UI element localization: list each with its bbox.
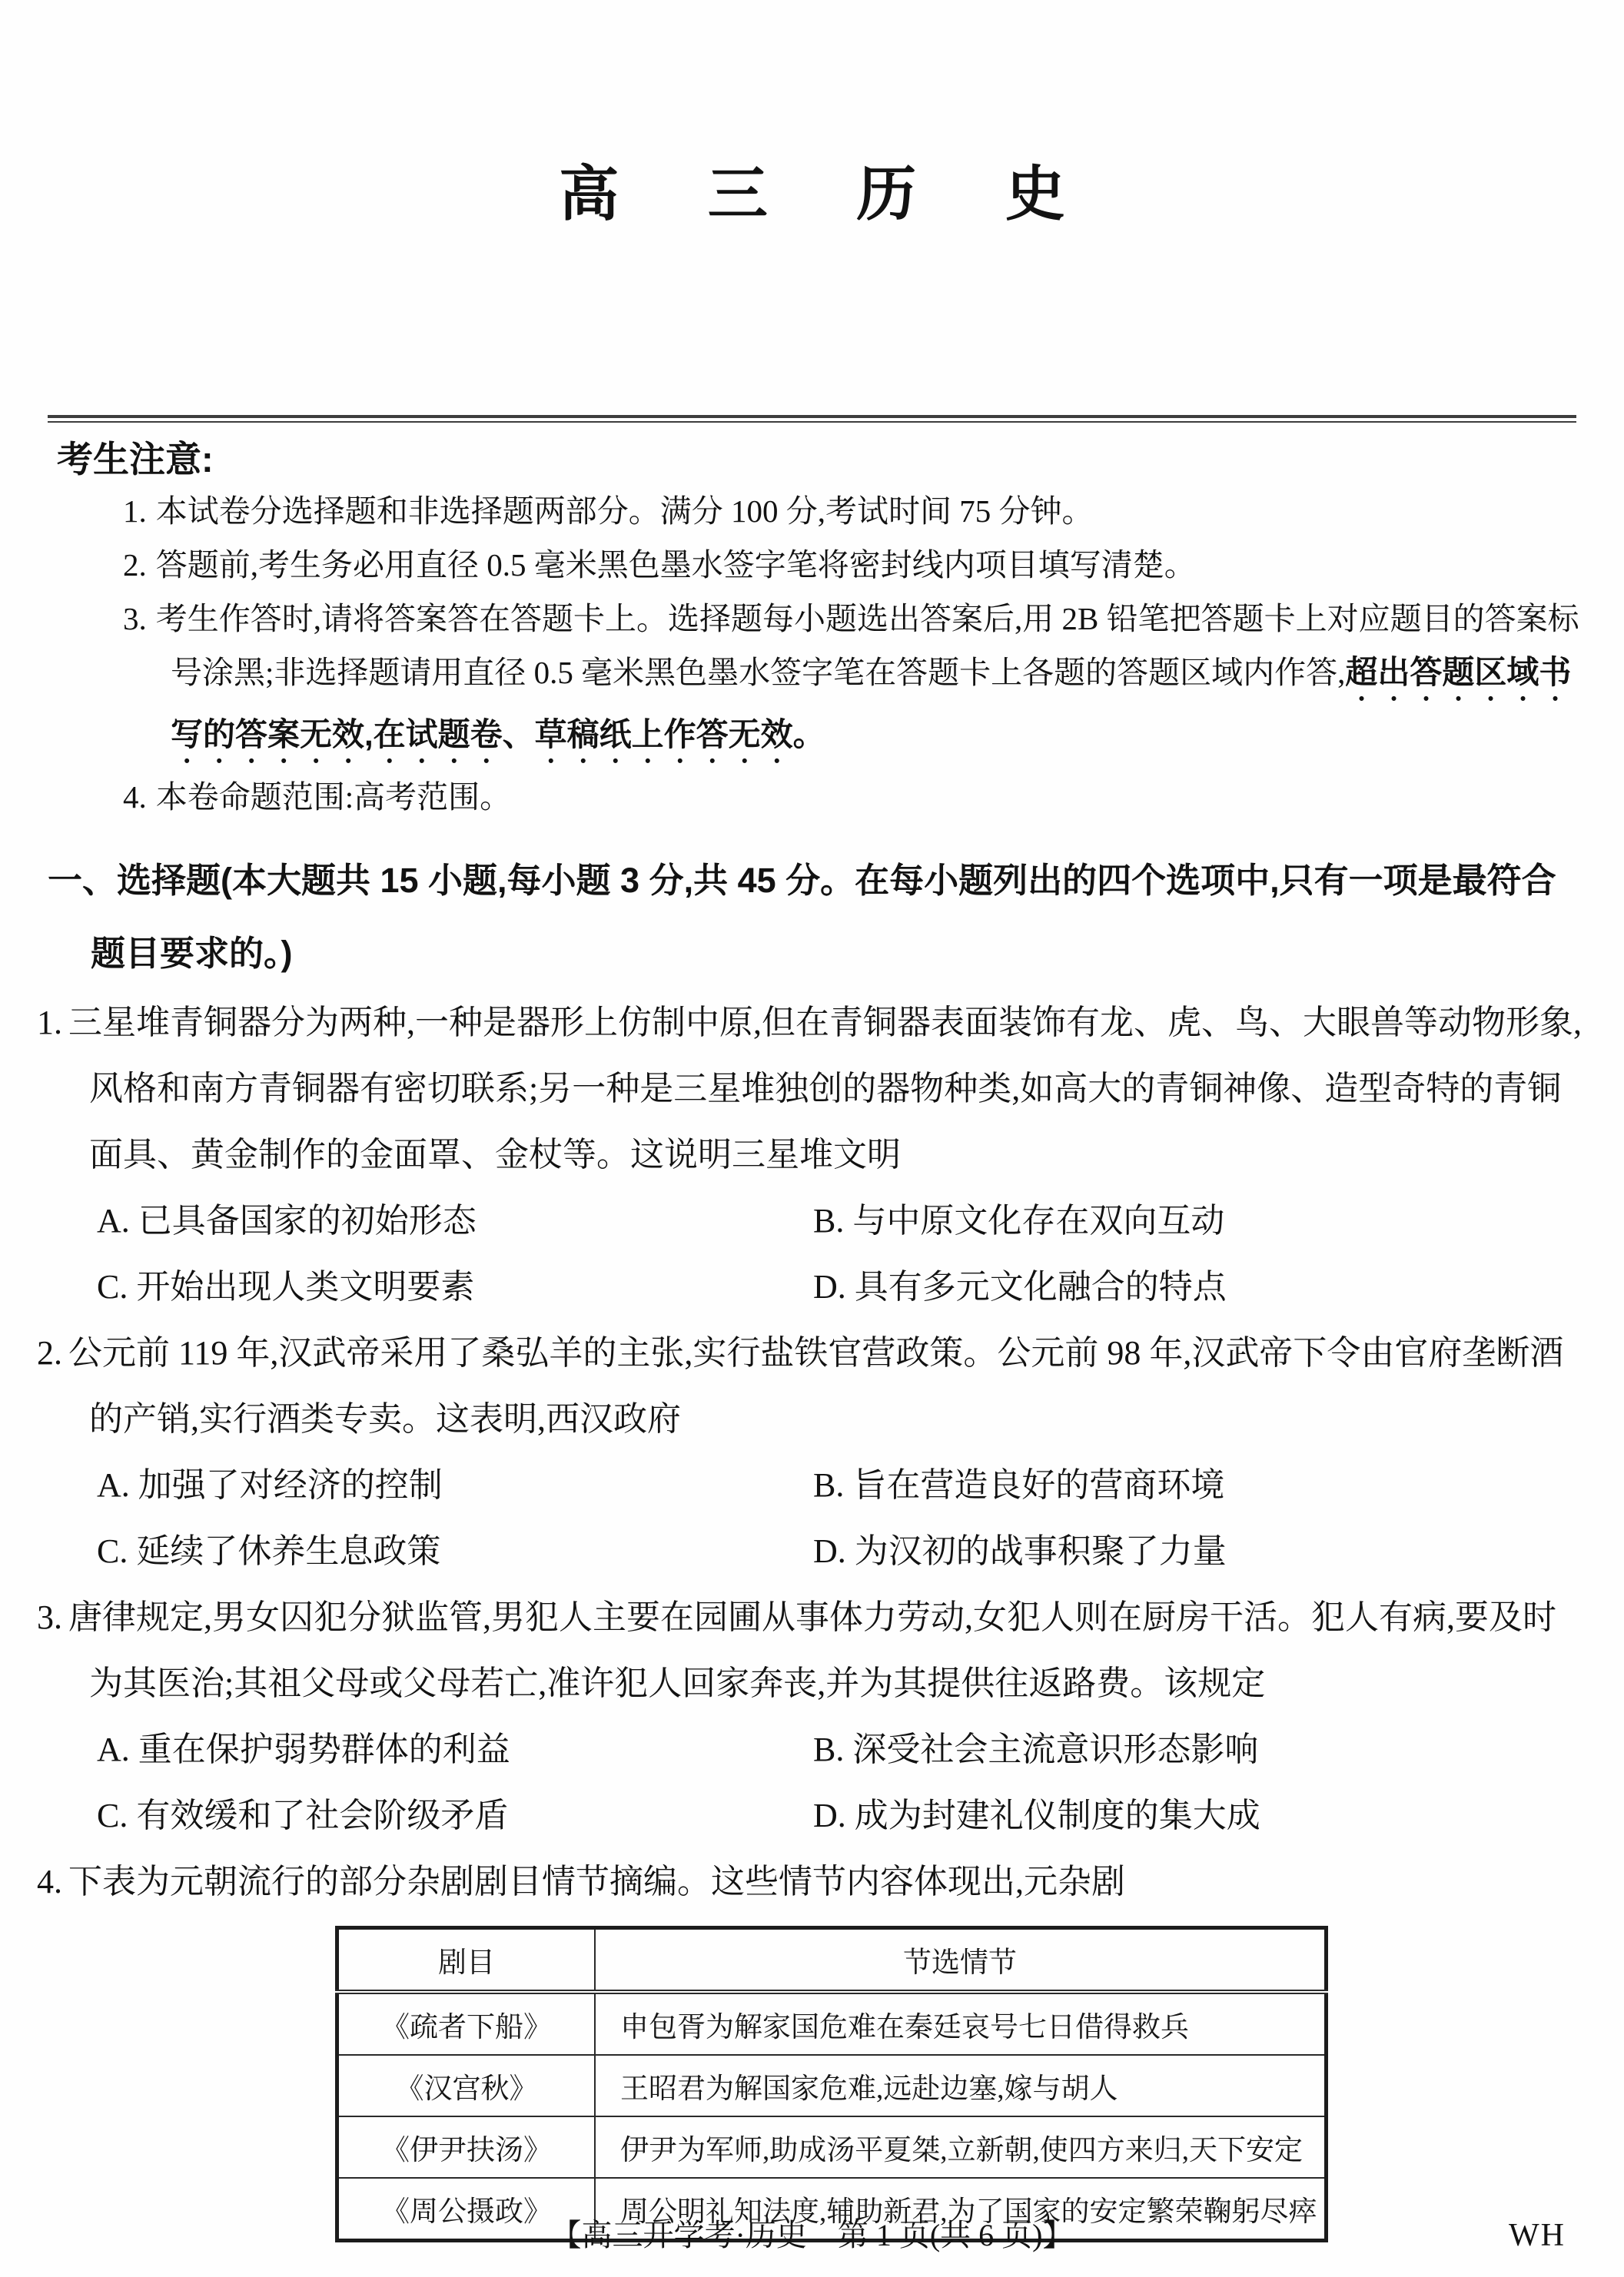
option-row: [37, 1519, 1587, 1585]
option-c: C. 开始出现人类文明要素: [97, 1268, 475, 1306]
page-footer: [0, 2217, 1624, 2254]
notice-section: [37, 435, 1587, 824]
notice-item-number: 2.: [123, 547, 147, 583]
notice-item-text: 答题前,考生务必用直径 0.5 毫米黑色墨水签字笔将密封线内项目填写清楚。: [155, 547, 1196, 583]
column-header-title: 剧目: [337, 1928, 596, 1993]
drama-plot-cell: 王昭君为解国家危难,远赴边塞,嫁与胡人: [595, 2055, 1327, 2116]
notice-item-text: 本试卷分选择题和非选择题两部分。满分 100 分,考试时间 75 分钟。: [155, 493, 1094, 529]
notice-item-text: 考生作答时,请将答案答在答题卡上。选择题每小题选出答案后,用 2B 铅笔把答题卡上对应题目的答案标号涂黑;非选择题请用直径 0.5 毫米黑色墨水签字笔在答题卡上各题的答题区域内作答,: [155, 601, 1579, 690]
table-row: [337, 2055, 1327, 2116]
question-number: 4.: [37, 1863, 62, 1900]
notice-item-text: 本卷命题范围:高考范围。: [155, 779, 512, 815]
footer-version-code: WH: [1509, 2218, 1566, 2253]
option-row: [37, 1717, 1587, 1783]
option-b: B. 旨在营造良好的营商环境: [813, 1466, 1225, 1504]
question-4: [37, 1849, 1587, 2242]
option-b: B. 深受社会主流意识形态影响: [813, 1731, 1259, 1768]
notice-item-emphasized-text: 超出答题区域书写的答案无效,在试题卷、草稿纸上作答无效。: [171, 654, 1572, 752]
notice-item-number: 1.: [123, 493, 147, 529]
section-heading: 一、选择题(本大题共 15 小题,每小题 3 分,共 45 分。在每小题列出的四个选项中,只有一项是最符合题目要求的。): [48, 861, 1556, 973]
question-number: 3.: [37, 1598, 62, 1636]
notice-item-number: 4.: [123, 779, 147, 815]
table-row: [337, 1992, 1327, 2055]
option-c: C. 有效缓和了社会阶级矛盾: [97, 1797, 509, 1834]
drama-title-cell: 《疏者下船》: [337, 1992, 596, 2055]
table-header-row: [337, 1928, 1327, 1993]
drama-plot-cell: 伊尹为军师,助成汤平夏桀,立新朝,使四方来归,天下安定: [595, 2116, 1327, 2178]
header-rule: [48, 415, 1576, 423]
option-row: [37, 1452, 1587, 1519]
question-number: 1.: [37, 1004, 62, 1041]
question-1: [37, 990, 1587, 1320]
question-2: [37, 1320, 1587, 1585]
page-title: 高 三 历 史: [559, 161, 1102, 227]
question-text: 公元前 119 年,汉武帝采用了桑弘羊的主张,实行盐铁官营政策。公元前 98 年,汉武帝下令由官府垄断酒的产销,实行酒类专卖。这表明,西汉政府: [68, 1334, 1564, 1438]
option-a: A. 加强了对经济的控制: [97, 1466, 443, 1504]
question-list: [37, 990, 1587, 2242]
drama-title-cell: 《伊尹扶汤》: [337, 2116, 596, 2178]
question-stem: [37, 1320, 1587, 1452]
question-3: [37, 1585, 1587, 1849]
option-row: [37, 1783, 1587, 1849]
drama-plot-table: [335, 1926, 1328, 2242]
question-stem: [37, 1849, 1587, 1915]
notice-item-3: [37, 592, 1587, 770]
footer-page-label: 【高三开学考·历史 第 1 页(共 6 页)】: [550, 2218, 1074, 2252]
option-d: D. 具有多元文化融合的特点: [813, 1268, 1227, 1306]
question-stem: [37, 990, 1587, 1188]
drama-plot-cell: 申包胥为解家国危难在秦廷哀号七日借得救兵: [595, 1992, 1327, 2055]
drama-title-cell: 《汉宫秋》: [337, 2055, 596, 2116]
option-d: D. 为汉初的战事积聚了力量: [813, 1532, 1227, 1570]
option-d: D. 成为封建礼仪制度的集大成: [813, 1797, 1260, 1834]
option-c: C. 延续了休养生息政策: [97, 1532, 441, 1570]
option-row: [37, 1254, 1587, 1320]
option-row: [37, 1188, 1587, 1254]
question-text: 唐律规定,男女囚犯分狱监管,男犯人主要在园圃从事体力劳动,女犯人则在厨房干活。犯人有病,要及时为其医治;其祖父母或父母若亡,准许犯人回家奔丧,并为其提供往返路费。该规定: [68, 1598, 1556, 1702]
question-stem: [37, 1585, 1587, 1717]
column-header-plot: 节选情节: [595, 1928, 1327, 1993]
question-text: 下表为元朝流行的部分杂剧剧目情节摘编。这些情节内容体现出,元杂剧: [68, 1863, 1125, 1900]
notice-item-4: [37, 770, 1587, 824]
drama-plot-cell: 周公明礼知法度,辅助新君,为了国家的安定繁荣鞠躬尽瘁: [595, 2178, 1327, 2241]
question-text: 三星堆青铜器分为两种,一种是器形上仿制中原,但在青铜器表面装饰有龙、虎、鸟、大眼兽等动物形象,风格和南方青铜器有密切联系;另一种是三星堆独创的器物种类,如高大的青铜神像、造型奇特的青铜面具、黄金制作的金面罩、金杖等。这说明三星堆文明: [68, 1004, 1582, 1173]
notice-item-number: 3.: [123, 601, 147, 636]
question-number: 2.: [37, 1334, 62, 1372]
option-a: A. 重在保护弱势群体的利益: [97, 1731, 510, 1768]
notice-item-1: [37, 484, 1587, 538]
option-a: A. 已具备国家的初始形态: [97, 1202, 477, 1240]
notice-heading: 考生注意:: [57, 439, 214, 480]
option-b: B. 与中原文化存在双向互动: [813, 1202, 1225, 1240]
notice-item-2: [37, 538, 1587, 592]
table-row: [337, 2116, 1327, 2178]
drama-title-cell: 《周公摄政》: [337, 2178, 596, 2241]
